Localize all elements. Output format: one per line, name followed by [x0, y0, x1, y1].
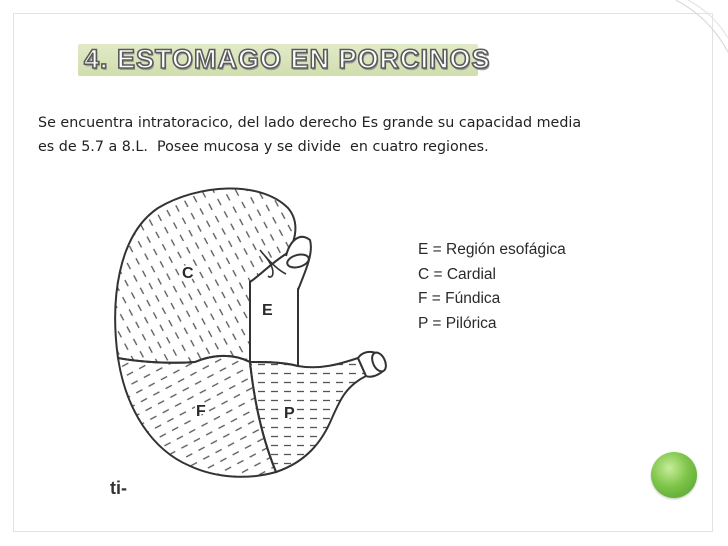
corner-decoration [648, 0, 728, 80]
slide-title: 4. ESTOMAGO EN PORCINOS [84, 44, 491, 74]
body-line-1: Se encuentra intratoracico, del lado derecho Es grande su capacidad media [38, 115, 582, 131]
legend-item-c: C = Cardial [418, 265, 496, 283]
corner-mark: ti- [110, 478, 127, 498]
legend [418, 238, 566, 336]
label-f: F [196, 403, 206, 420]
stomach-diagram [100, 180, 400, 510]
label-p: P [284, 405, 295, 422]
label-c: C [182, 265, 194, 282]
body-line-2: es de 5.7 a 8.L. Posee mucosa y se divide en cuatro regiones. [38, 139, 489, 155]
slide-body [38, 111, 698, 159]
legend-item-f: F = Fúndica [418, 290, 501, 307]
label-e: E [262, 302, 273, 319]
legend-item-e: E = Región esofágica [418, 241, 566, 258]
green-circle-decoration [651, 452, 697, 498]
legend-item-p: P = Pilórica [418, 314, 497, 332]
